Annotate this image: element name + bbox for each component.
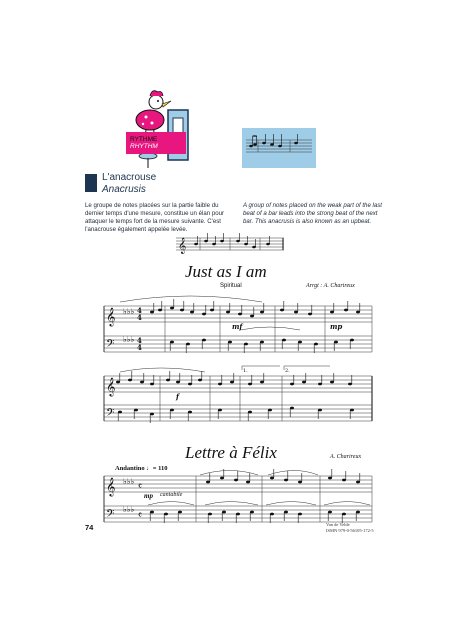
svg-text:4: 4 (137, 336, 142, 345)
publisher-name: Van de Velde (326, 522, 350, 527)
svg-text:4: 4 (137, 306, 142, 315)
publisher-ismn: ISMN 979-0-56105-172-5 (326, 528, 374, 533)
piece-title-lettre-a-felix: Lettre à Félix (185, 443, 277, 462)
svg-text:4: 4 (137, 343, 142, 352)
explanation-en: A group of notes placed on the weak part of the last beat of a bar leads into the strong beat of the next bar. This anacrusis is also known as an upbeat. (243, 202, 383, 225)
svg-text:𝄢: 𝄢 (106, 508, 115, 523)
publisher-reference (326, 522, 374, 534)
svg-text:mp: mp (330, 322, 343, 331)
dynamic-mp: mp (144, 492, 153, 500)
section-title-en: Anacrusis (102, 184, 146, 195)
svg-text:𝄢: 𝄢 (106, 338, 115, 353)
svg-text:♭♭♭: ♭♭♭ (123, 505, 135, 514)
explanation-fr: Le groupe de notes placées sur la partie faible du dernier temps d'une mesure, constitue un élan pour attaquer le temps fort de la mesure suivante. C'est l'anacrouse également appelée levée. (85, 202, 225, 233)
rhythm-label-fr: RYTHME (130, 136, 158, 143)
svg-text:1.: 1. (243, 368, 248, 374)
piece-title-just-as-i-am: Just as I am (185, 262, 267, 281)
svg-text:♭♭♭: ♭♭♭ (123, 477, 135, 486)
svg-text:𝄢: 𝄢 (106, 407, 115, 422)
svg-text:mf: mf (232, 322, 243, 331)
svg-text:2.: 2. (285, 368, 290, 374)
svg-text:♭♭♭: ♭♭♭ (123, 307, 135, 316)
page-number: 74 (85, 523, 94, 532)
svg-text:𝄞: 𝄞 (106, 377, 116, 396)
piece-subtitle: Spiritual (220, 283, 242, 289)
svg-text:𝄞: 𝄞 (106, 307, 116, 326)
piece-arranger: Arrgt : A. Charireux (306, 283, 355, 289)
svg-text:♭♭♭: ♭♭♭ (123, 335, 135, 344)
section-title-fr: L'anacrouse (102, 172, 157, 183)
svg-text:𝄞: 𝄞 (106, 477, 116, 496)
rhythm-label-en: RHYTHM (130, 143, 158, 150)
svg-text:f: f (176, 392, 180, 401)
svg-text:𝄴: 𝄴 (138, 482, 143, 492)
svg-text:𝄞: 𝄞 (178, 238, 187, 254)
expression-cantabile: cantabile (160, 492, 183, 498)
tempo-marking: Andantino ♩= 110 (115, 465, 168, 472)
piece-composer: A. Charireux (330, 454, 362, 460)
svg-text:4: 4 (137, 313, 142, 322)
svg-text:𝄴: 𝄴 (138, 511, 143, 521)
